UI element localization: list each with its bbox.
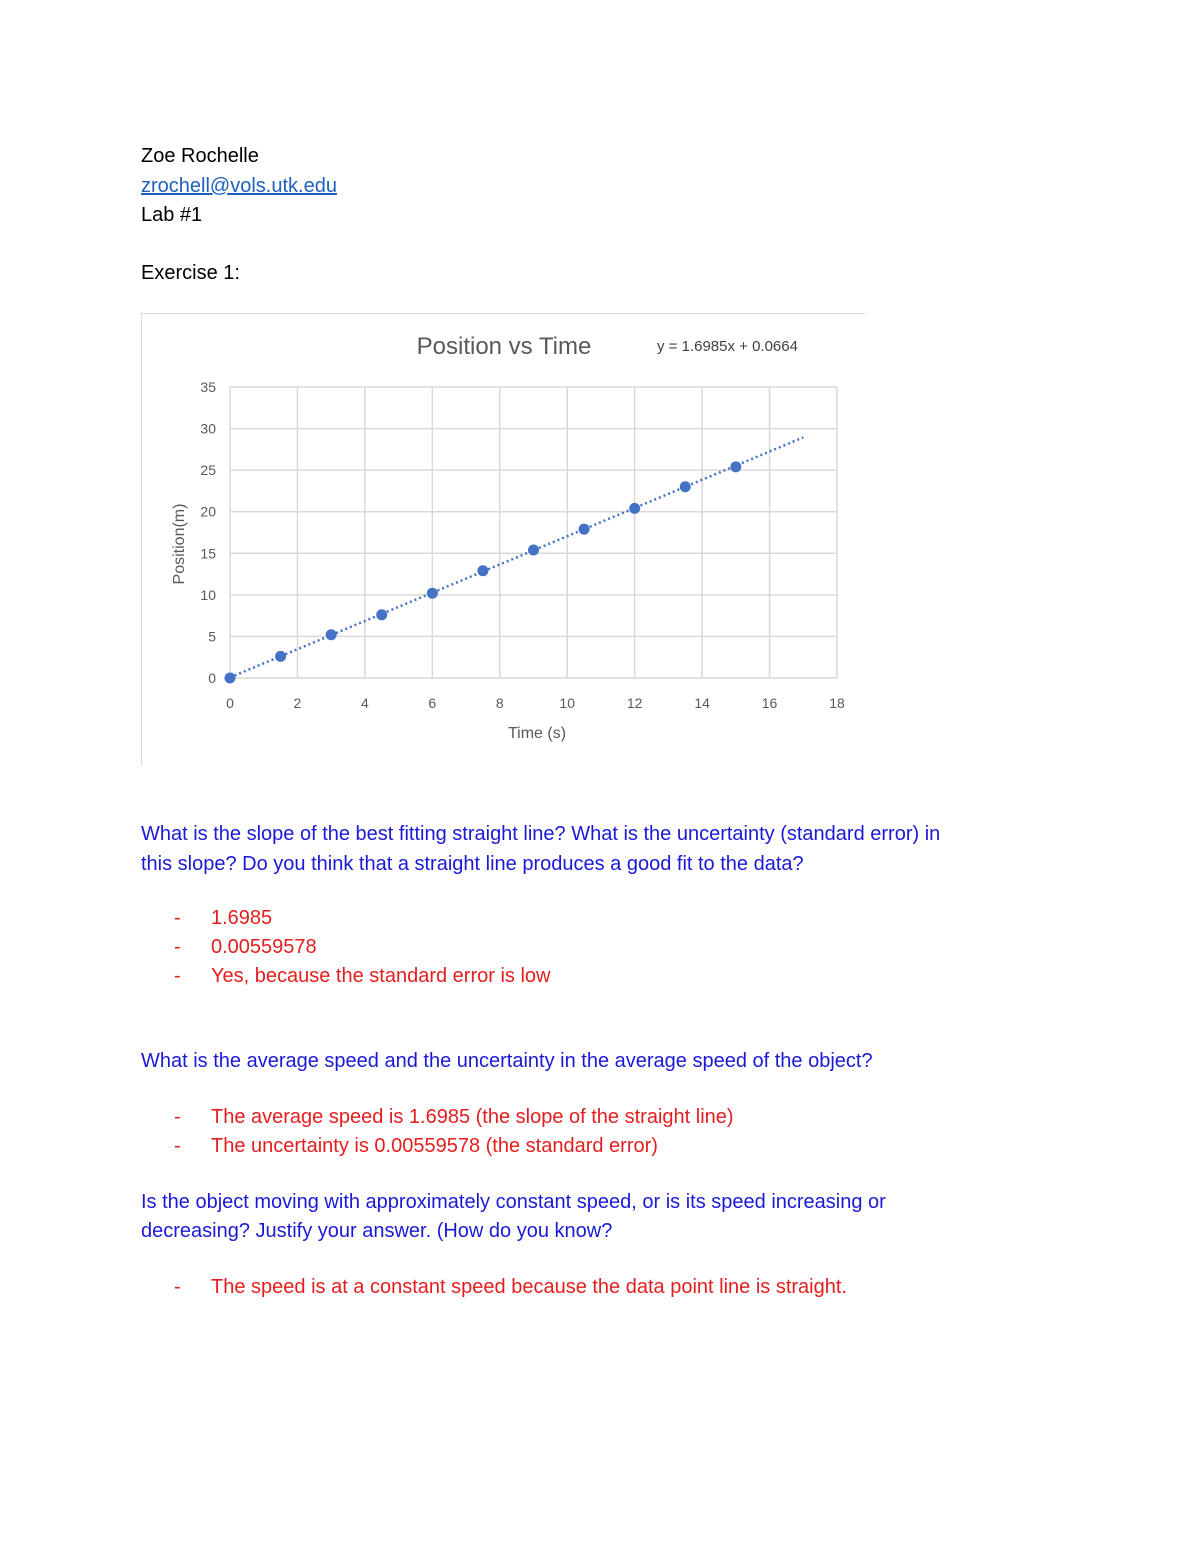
y-tick-label: 5 [208, 628, 216, 645]
y-tick-label: 35 [200, 379, 216, 395]
x-tick-label: 0 [226, 695, 234, 711]
answer-1-item-2 [174, 935, 317, 959]
data-point [275, 651, 286, 662]
y-tick-label: 30 [200, 420, 216, 437]
y-axis-label: Position(m) [171, 503, 188, 585]
chart-grid [230, 387, 837, 678]
trendline-group [230, 437, 803, 677]
data-point [579, 524, 590, 535]
data-point [477, 565, 488, 576]
question-3-line-1: Is the object moving with approximately constant speed, or is its speed increasing or [141, 1191, 886, 1213]
answer-1-item-1 [174, 906, 272, 930]
data-point [730, 461, 741, 472]
answer-3-item-1 [174, 1275, 847, 1299]
y-tick-label: 15 [200, 545, 216, 562]
data-point [376, 609, 387, 620]
y-tick-label: 0 [208, 670, 216, 686]
answer-text: Yes, because the standard error is low [211, 965, 551, 987]
x-axis-label: Time (s) [507, 725, 567, 742]
bullet-dash: - [174, 907, 181, 929]
bullet-dash: - [174, 1276, 181, 1298]
y-tick-label: 10 [200, 586, 216, 603]
answer-text: The speed is at a constant speed because the data point line is straight. [211, 1276, 847, 1298]
position-time-chart [142, 314, 865, 766]
data-point [680, 481, 691, 492]
chart-title: Position vs Time [416, 333, 592, 360]
answer-2-item-2 [174, 1134, 658, 1158]
question-2-line-1: What is the average speed and the uncertainty in the average speed of the object? [141, 1050, 873, 1072]
data-point [326, 629, 337, 640]
x-tick-label: 16 [761, 695, 778, 711]
chart-container [141, 313, 865, 766]
data-point [629, 503, 640, 514]
bullet-dash: - [174, 936, 181, 958]
x-tick-label: 12 [626, 695, 643, 711]
question-1-line-1: What is the slope of the best fitting straight line? What is the uncertainty (standard error) in [141, 823, 941, 845]
author-name: Zoe Rochelle [141, 145, 259, 167]
x-tick-label: 18 [829, 695, 845, 711]
lab-title: Lab #1 [141, 204, 203, 226]
answer-text: 1.6985 [211, 907, 273, 929]
y-tick-label: 20 [200, 503, 216, 520]
trendline-equation: y = 1.6985x + 0.0664 [657, 338, 798, 355]
x-tick-label: 4 [360, 695, 369, 711]
bullet-dash: - [174, 965, 181, 987]
data-point [528, 544, 539, 555]
trendline [230, 437, 803, 677]
question-3-line-2: decreasing? Justify your answer. (How do you know? [141, 1220, 613, 1242]
x-tick-label: 14 [694, 695, 710, 711]
question-1-line-2: this slope? Do you think that a straight line produces a good fit to the data? [141, 853, 804, 875]
x-tick-label: 6 [428, 695, 437, 711]
email-link[interactable]: zrochell@vols.utk.edu [141, 175, 337, 197]
y-tick-label: 25 [200, 462, 216, 479]
answer-2-item-1 [174, 1105, 734, 1129]
data-point [427, 588, 438, 599]
bullet-dash: - [174, 1135, 181, 1157]
x-tick-label: 2 [293, 695, 302, 711]
answer-text: 0.00559578 [211, 936, 317, 958]
answer-text: The uncertainty is 0.00559578 (the standard error) [211, 1135, 658, 1157]
x-tick-label: 8 [495, 695, 504, 711]
exercise-heading: Exercise 1: [141, 262, 240, 284]
x-tick-label: 10 [559, 695, 576, 711]
answer-text: The average speed is 1.6985 (the slope of the straight line) [211, 1106, 734, 1128]
bullet-dash: - [174, 1106, 181, 1128]
answer-1-item-3 [174, 964, 550, 988]
data-point [225, 673, 236, 684]
